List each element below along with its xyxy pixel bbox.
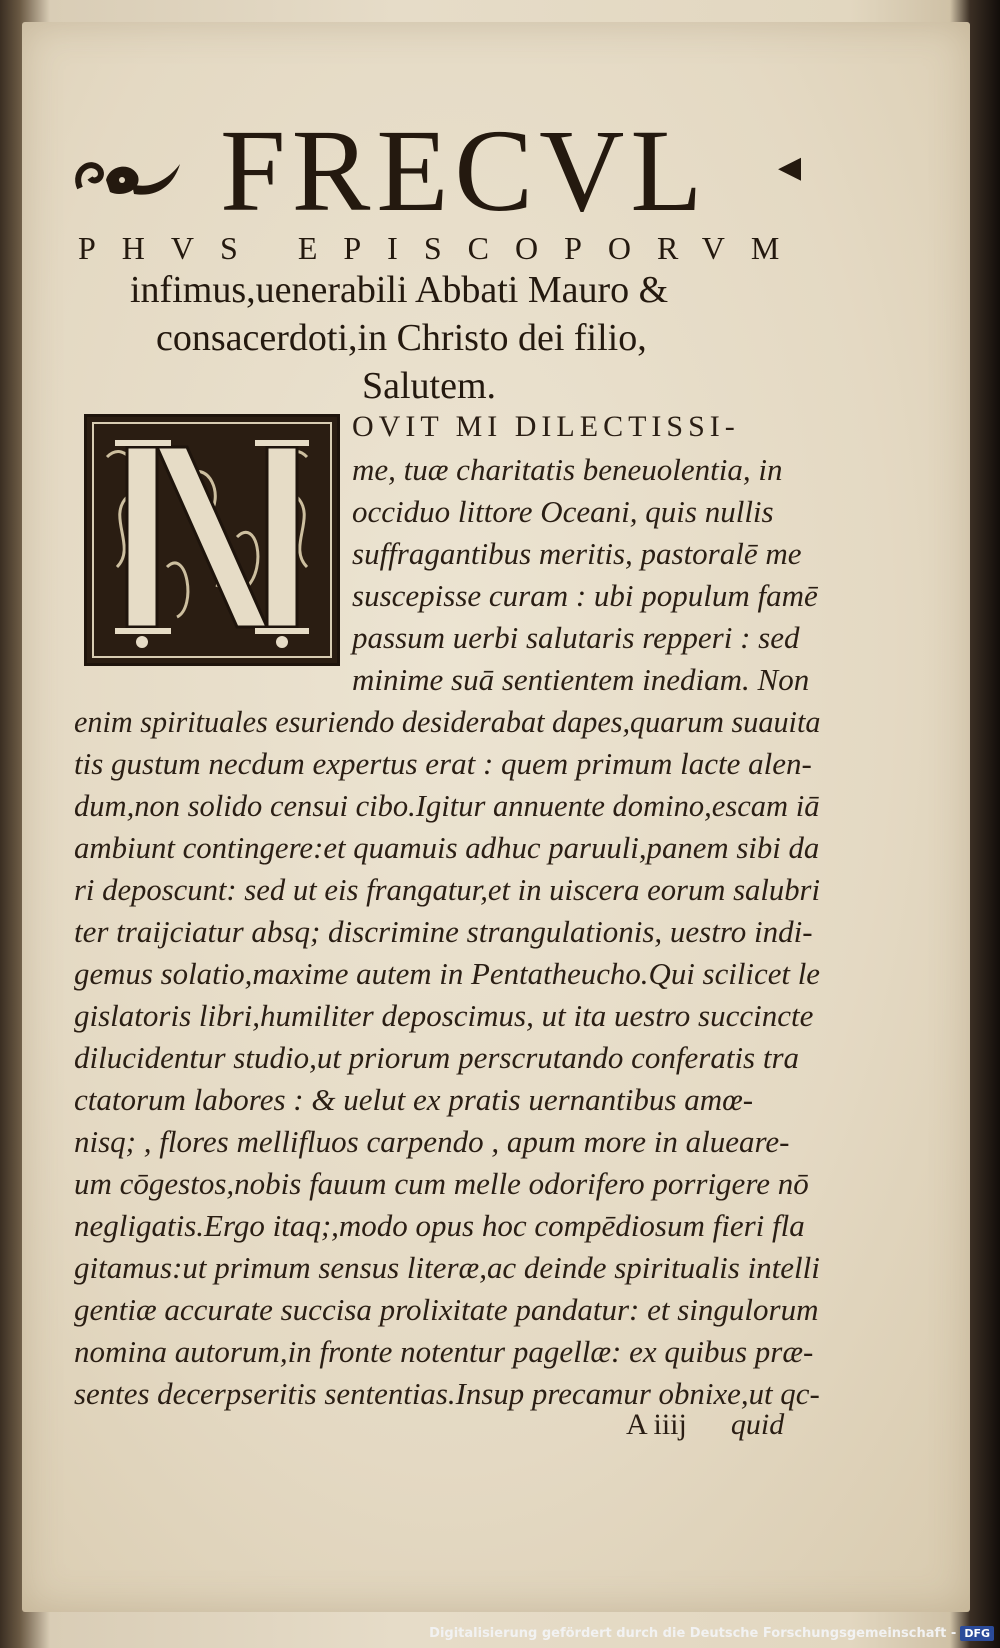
text-line: passum uerbi salutaris repperi : sed: [352, 620, 800, 655]
text-line: um cōgestos,nobis fauum cum melle odorifero porrigere nō: [74, 1166, 809, 1201]
text-line: nisq; , flores mellifluos carpendo , apum more in alueare-: [74, 1124, 790, 1159]
digitization-footer: [429, 1620, 994, 1646]
text-line: sentes decerpseritis sententias.Insup precamur obnixe,ut qc-: [74, 1376, 820, 1411]
heading-line: consacerdoti,in Christo dei filio,: [156, 317, 647, 359]
text-line: ter traijciatur absq; discrimine strangulationis, uestro indi-: [74, 914, 813, 949]
text-line: gislatoris libri,humiliter deposcimus, ut ita uestro succincte: [74, 998, 814, 1033]
heading-subtitle: PHVS EPISCOPORVM: [78, 230, 806, 266]
heading-line: infimus,uenerabili Abbati Mauro &: [130, 269, 669, 311]
fleuron-ornament-icon: [70, 150, 190, 210]
heading-title: FRECVL: [220, 105, 709, 236]
text-line: suffragantibus meritis, pastoralē me: [352, 536, 802, 571]
text-line: dilucidentur studio,ut priorum perscrutando conferatis tra: [74, 1040, 800, 1075]
text-line: gemus solatio,maxime autem in Pentatheucho.Qui scilicet le: [74, 956, 821, 991]
text-line: ri deposcunt: sed ut eis frangatur,et in uiscera eorum salubri: [74, 872, 820, 907]
text-line: nomina autorum,in fronte notentur pagellæ: ex quibus præ-: [74, 1334, 814, 1369]
signature-mark: A iiij: [626, 1408, 687, 1441]
text-line: OVIT MI DILECTISSI-: [352, 410, 740, 443]
text-line: negligatis.Ergo itaq;,modo opus hoc compēdiosum fieri fla: [74, 1208, 805, 1243]
text-line: gitamus:ut primum sensus literæ,ac deinde spiritualis intelli: [74, 1250, 820, 1285]
text-line: enim spirituales esuriendo desiderabat dapes,quarum suauita: [74, 704, 821, 739]
text-line: occiduo littore Oceani, quis nullis: [352, 494, 774, 529]
text-line: ambiunt contingere:et quamuis adhuc paruuli,panem sibi da: [74, 830, 820, 865]
text-line: gentiæ accurate succisa prolixitate pandatur: et singulorum: [74, 1292, 819, 1327]
decorated-initial-n-icon: [87, 417, 337, 663]
text-line: ctatorum labores : & uelut ex pratis uernantibus amœ-: [74, 1082, 754, 1117]
text-line: me, tuæ charitatis beneuolentia, in: [352, 452, 783, 487]
text-line: tis gustum necdum expertus erat : quem primum lacte alen-: [74, 746, 812, 781]
decorated-initial-n: [84, 414, 340, 666]
signature-line: [626, 1408, 784, 1442]
text-line: minime suā sentientem inediam. Non: [352, 662, 810, 697]
heading-line: Salutem.: [362, 365, 497, 407]
text-line: dum,non solido censui cibo.Igitur annuente domino,escam iā: [74, 788, 820, 823]
title-end-mark-icon: ◀: [778, 151, 802, 184]
dfg-logo-icon: DFG: [960, 1626, 994, 1641]
catchword: quid: [730, 1408, 785, 1441]
footer-text: Digitalisierung gefördert durch die Deutsche Forschungsgemeinschaft -: [429, 1625, 957, 1641]
text-line: suscepisse curam : ubi populum famē: [352, 578, 818, 613]
